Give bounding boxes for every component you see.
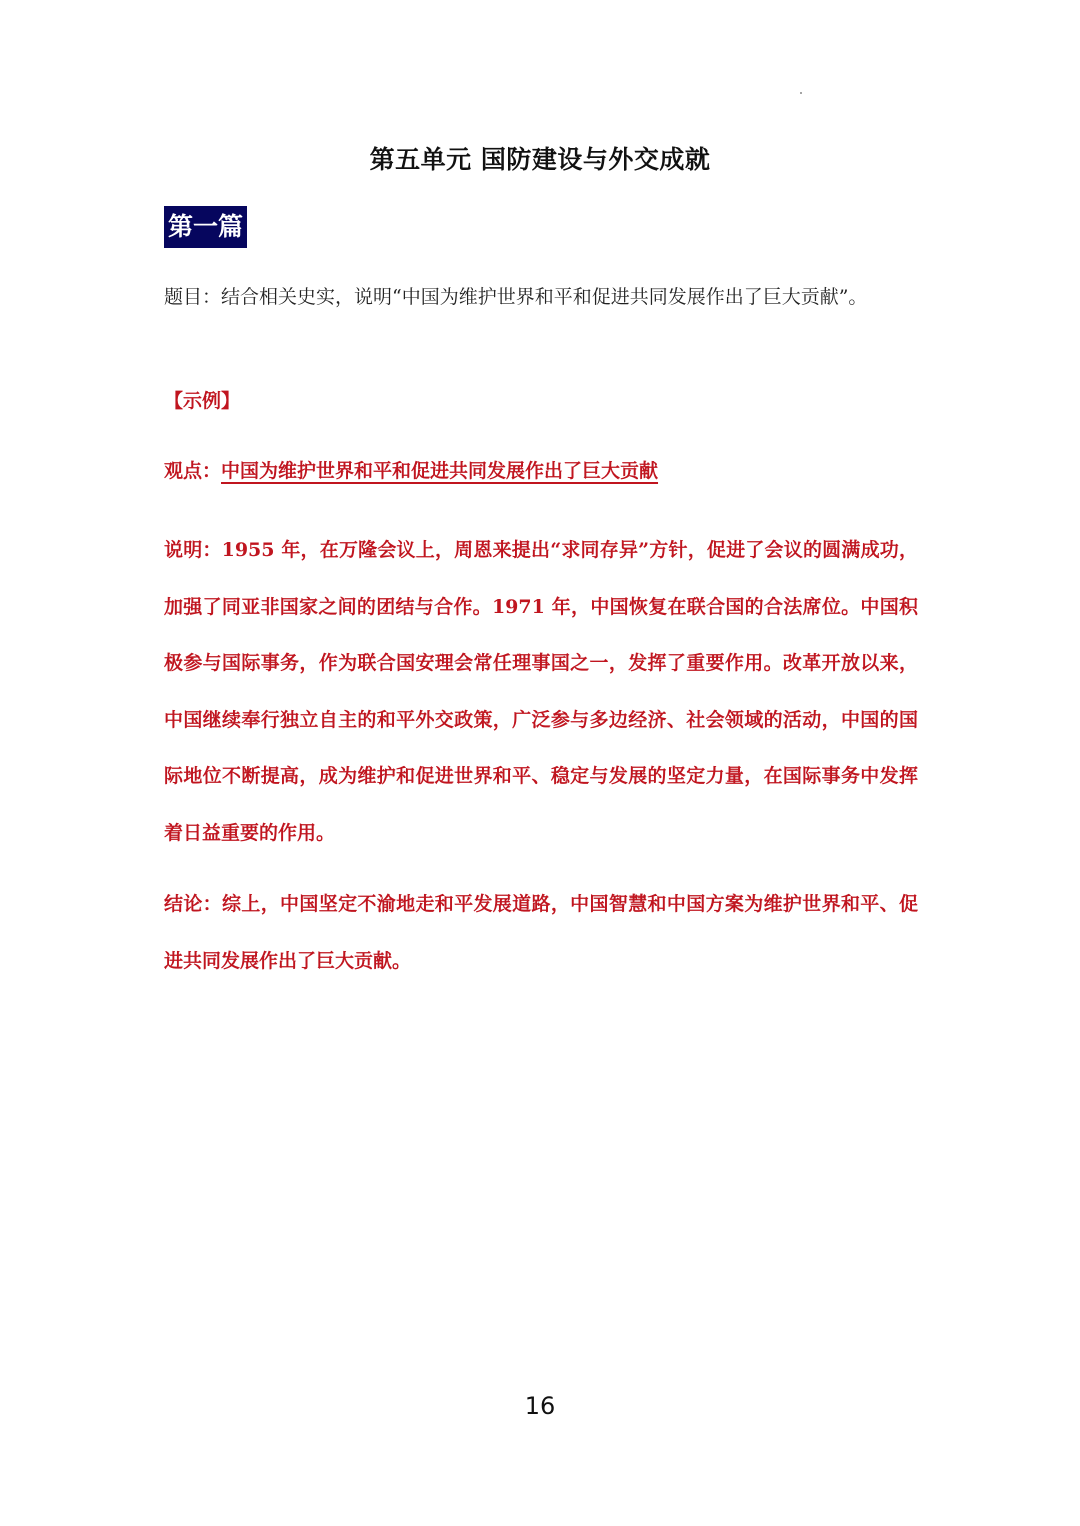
page-number: 16 (524, 1392, 556, 1420)
viewpoint-text: 中国为维护世界和平和促进共同发展作出了巨大贡献 (221, 460, 659, 482)
stray-dot (800, 92, 802, 94)
viewpoint-line (164, 456, 918, 486)
question-text: 题目：结合相关史实，说明“中国为维护世界和平和促进共同发展作出了巨大贡献”。 (164, 286, 868, 308)
example-label: 【示例】 (164, 390, 241, 412)
page-title: 第五单元 国防建设与外交成就 (369, 145, 711, 174)
section-badge: 第一篇 (164, 206, 247, 248)
viewpoint-label: 观点： (164, 460, 222, 482)
conclusion-paragraph: 结论：综上，中国坚定不渝地走和平发展道路，中国智慧和中国方案为维护世界和平、促进共同发展作出了巨大贡献。 (164, 893, 918, 972)
explanation-paragraph: 说明：1955 年，在万隆会议上，周恩来提出“求同存异”方针，促进了会议的圆满成功，加强了同亚非国家之间的团结与合作。1971 年，中国恢复在联合国的合法席位。中国积极参与国际事务，作为联合国安理会常任理事国之一，发挥了重要作用。改革开放以来，中国继续奉行独立自主的和平外交政策，广泛参与多边经济、社会领域的活动，中国的国际地位不断提高，成为维护和促进世界和平、稳定与发展的坚定力量，在国际事务中发挥着日益重要的作用。 (164, 539, 918, 844)
